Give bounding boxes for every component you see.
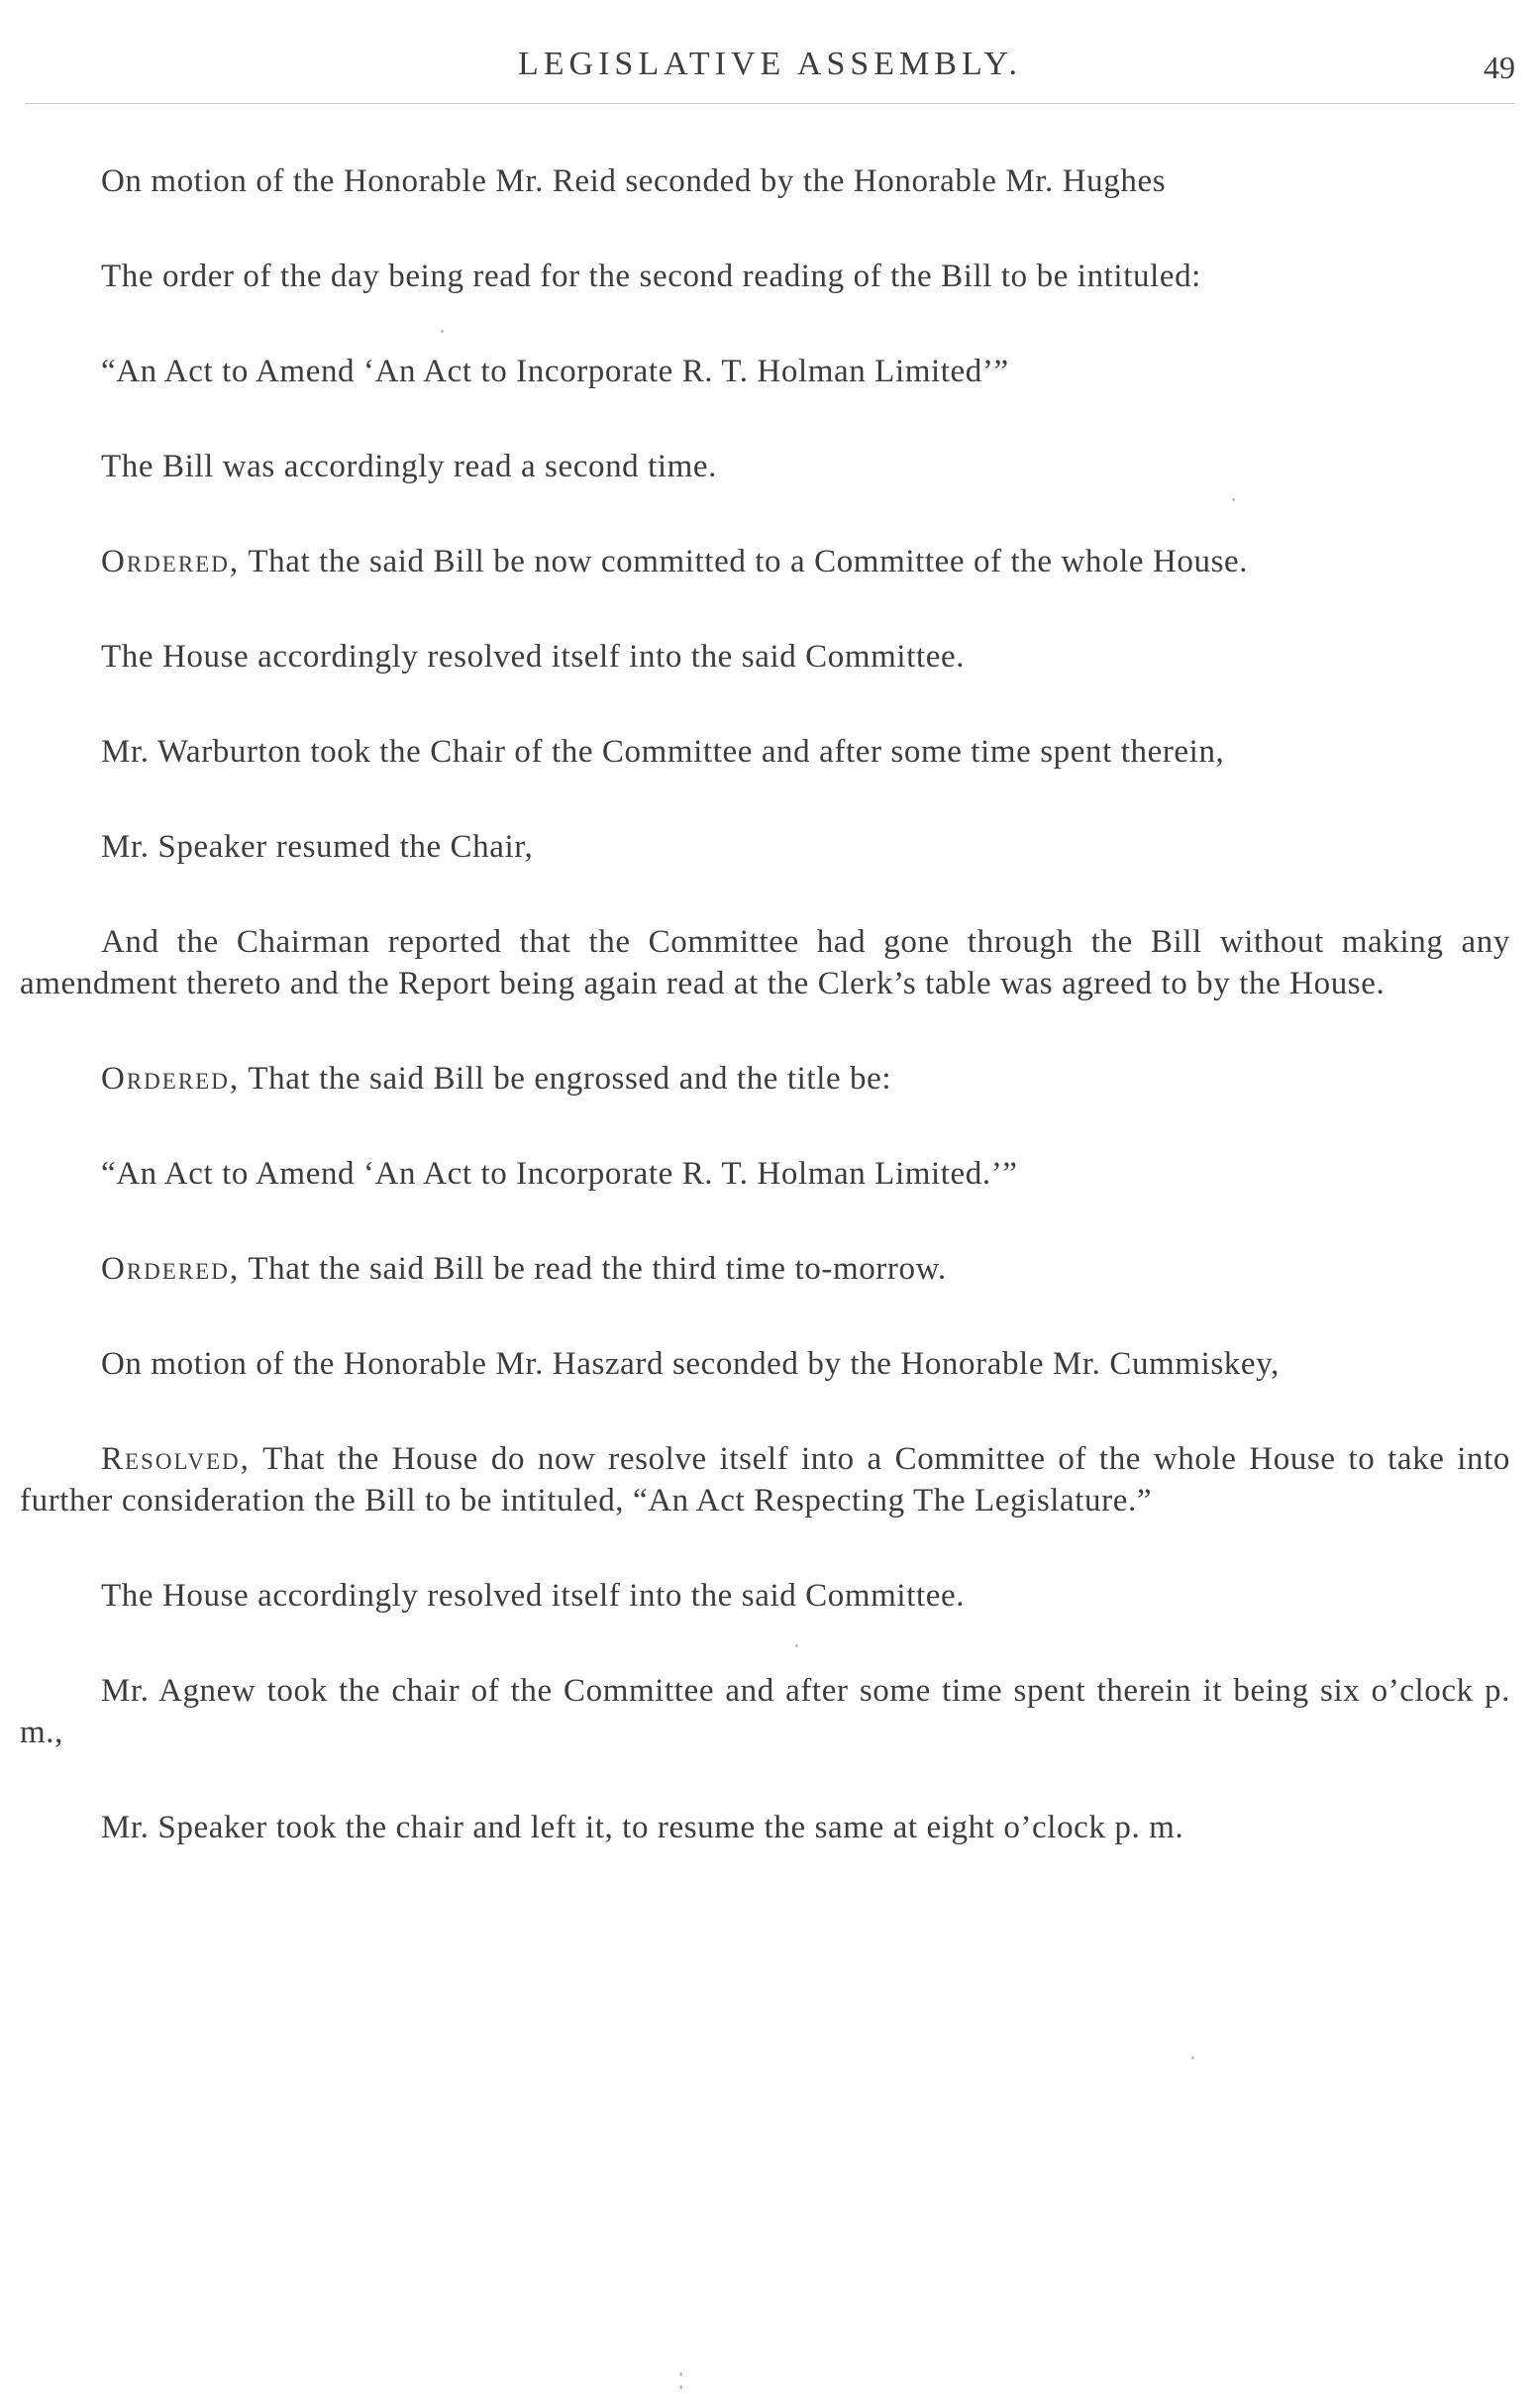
paragraph-text: The Bill was accordingly read a second time. [101, 449, 718, 484]
page-number: 49 [1484, 50, 1515, 85]
paragraph-text: The House accordingly resolved itself into the said Committee. [101, 639, 966, 675]
paragraph-text: That the said Bill be engrossed and the title be: [240, 1061, 892, 1097]
paragraph-lead: Resolved, [101, 1441, 251, 1477]
paragraph [20, 541, 1510, 582]
paragraph [20, 1058, 1510, 1099]
paragraph-text: “An Act to Amend ‘An Act to Incorporate R. T. Holman Limited.’” [101, 1156, 1018, 1192]
paragraph-lead: Ordered, [101, 1251, 241, 1287]
paragraph [20, 921, 1510, 1004]
page-header [0, 46, 1540, 95]
paragraph [20, 351, 1510, 392]
paragraph-text: And the Chairman reported that the Committee had gone through the Bill without making any amendment thereto and the Report being again read at the Clerk’s table was agreed to by the House. [20, 924, 1510, 1001]
header-rule [25, 103, 1515, 104]
paragraph-text: Mr. Warburton took the Chair of the Committee and after some time spent therein, [101, 734, 1225, 770]
paragraph-text: Mr. Speaker took the chair and left it, to resume the same at eight o’clock p. m. [101, 1810, 1184, 1845]
paragraph-text: That the said Bill be read the third time to-morrow. [240, 1251, 947, 1287]
paragraph [20, 256, 1510, 297]
body-text [20, 160, 1510, 1848]
paragraph-text: The House accordingly resolved itself into the said Committee. [101, 1578, 966, 1614]
paragraph [20, 1575, 1510, 1617]
paragraph-text: On motion of the Honorable Mr. Haszard seconded by the Honorable Mr. Cummiskey, [101, 1346, 1280, 1382]
paragraph [20, 1670, 1510, 1753]
paragraph-text: Mr. Agnew took the chair of the Committee and after some time spent therein it being six o’clock p. m., [20, 1673, 1510, 1750]
paragraph [20, 1343, 1510, 1385]
paragraph [20, 1248, 1510, 1290]
paragraph-text: That the said Bill be now committed to a Committee of the whole House. [240, 544, 1249, 579]
paragraph-lead: Ordered, [101, 544, 241, 579]
paragraph-text: On motion of the Honorable Mr. Reid seconded by the Honorable Mr. Hughes [101, 163, 1167, 199]
paragraph [20, 1153, 1510, 1195]
paragraph [20, 1807, 1510, 1848]
paragraph-text: The order of the day being read for the second reading of the Bill to be intituled: [101, 259, 1201, 294]
paragraph-text: “An Act to Amend ‘An Act to Incorporate R. T. Holman Limited’” [101, 354, 1009, 389]
paragraph-lead: Ordered, [101, 1061, 241, 1097]
paragraph [20, 826, 1510, 868]
paper-speck [441, 330, 444, 333]
paragraph [20, 1438, 1510, 1521]
paragraph [20, 731, 1510, 773]
paper-speck [795, 1644, 798, 1647]
paragraph-text: That the House do now resolve itself into a Committee of the whole House to take into further consideration the Bill to be intituled, “An Act Respecting The Legislature.” [20, 1441, 1510, 1518]
paper-speck [679, 2385, 682, 2389]
paragraph [20, 636, 1510, 678]
paragraph [20, 160, 1510, 202]
paper-speck [679, 2372, 682, 2376]
running-title: LEGISLATIVE ASSEMBLY. [518, 46, 1022, 82]
paper-speck [1191, 2056, 1194, 2059]
paper-speck [1232, 498, 1235, 501]
paragraph [20, 446, 1510, 487]
paragraph-text: Mr. Speaker resumed the Chair, [101, 829, 534, 865]
